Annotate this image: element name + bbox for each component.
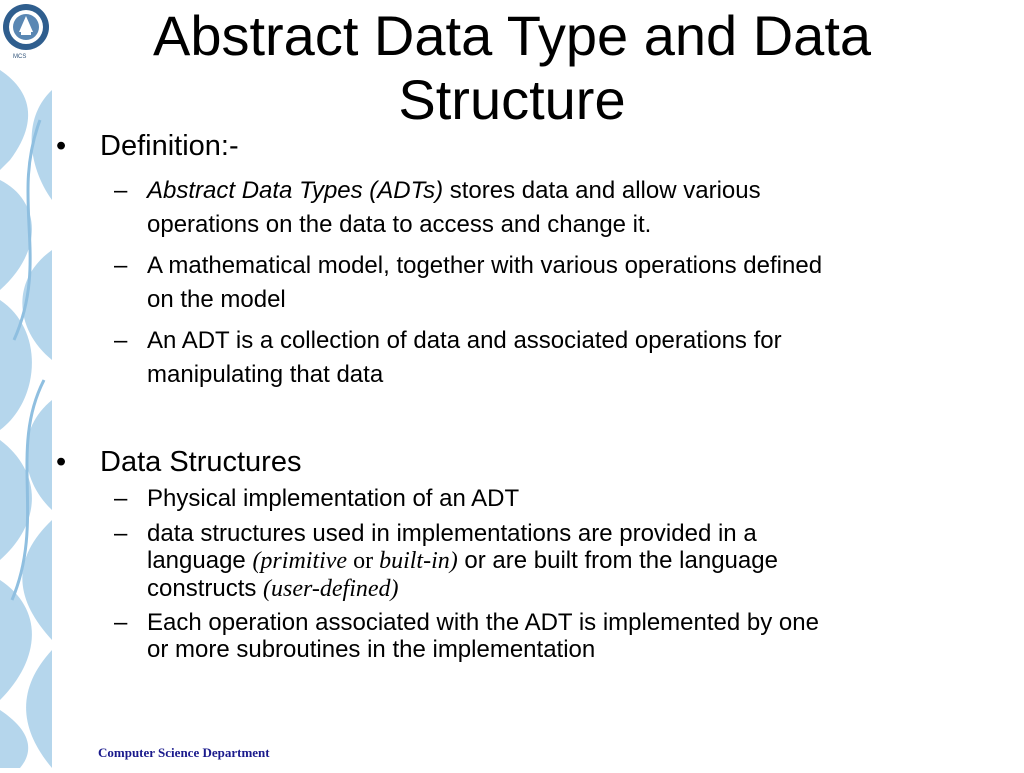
math-model-line2: on the model <box>147 286 286 313</box>
dash-symbol: – <box>114 327 128 354</box>
collection-line1: An ADT is a collection of data and associated operations for <box>147 327 782 354</box>
bullet-definition-heading: Definition:- <box>100 130 239 162</box>
bullet-data-structures-heading: Data Structures <box>100 446 302 478</box>
collection-line2: manipulating that data <box>147 361 384 388</box>
bullet-symbol: • <box>56 130 67 162</box>
ds-provided-line3-a: constructs <box>147 575 264 602</box>
adt-term: Abstract Data Types (ADTs) <box>147 177 444 204</box>
math-model-line1: A mathematical model, together with various operations defined <box>147 252 823 279</box>
ds-provided-line2-b: or are built from the language <box>457 547 778 574</box>
department-logo <box>1 2 51 62</box>
dash-symbol: – <box>114 485 128 512</box>
adt-line2: operations on the data to access and change it. <box>147 211 652 238</box>
ds-provided-line1: data structures used in implementations are provided in a <box>147 520 757 547</box>
dash-symbol: – <box>114 252 128 279</box>
slide-title <box>60 4 964 132</box>
decorative-sidebar <box>0 0 52 768</box>
slide-title-line2: Structure <box>398 68 626 131</box>
ds-or-word: or <box>347 548 380 574</box>
ds-operations-line2: or more subroutines in the implementation <box>147 636 596 663</box>
dash-symbol: – <box>114 177 128 204</box>
footer-department: Computer Science Department <box>98 745 270 760</box>
ds-physical-text: Physical implementation of an ADT <box>147 485 520 512</box>
seal-icon <box>1 2 51 52</box>
ds-user-defined-term: (user-defined) <box>263 576 399 602</box>
logo-caption: MCS <box>13 54 27 60</box>
adt-line1-rest: stores data and allow various <box>443 177 761 204</box>
ds-provided-line2-a: language <box>147 547 253 574</box>
ds-operations-line1: Each operation associated with the ADT is implemented by one <box>147 609 819 636</box>
sidebar-wave-pattern <box>0 0 52 768</box>
bullet-symbol: • <box>56 446 67 478</box>
ds-primitive-term: (primitive <box>252 548 348 574</box>
ds-builtin-term: built-in) <box>379 548 458 574</box>
dash-symbol: – <box>114 520 128 547</box>
slide-title-line1: Abstract Data Type and Data <box>152 4 872 67</box>
dash-symbol: – <box>114 609 128 636</box>
